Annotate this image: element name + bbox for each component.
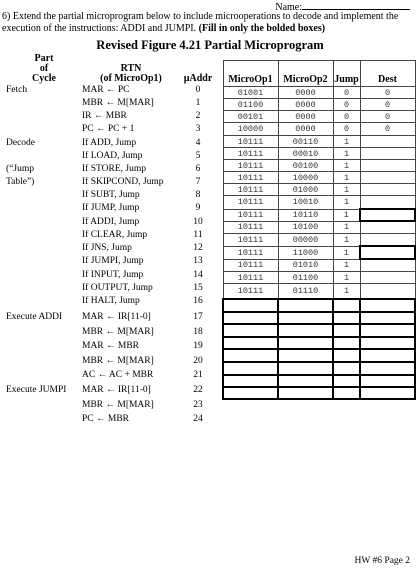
jump-cell[interactable] [333, 312, 360, 324]
microop1-cell: 10111 [223, 136, 278, 148]
header-part-line1: Part [34, 53, 54, 64]
rtn-cell: If OUTPUT, Jump [82, 283, 153, 293]
jump-cell: 0 [333, 99, 360, 111]
dest-cell[interactable] [360, 349, 415, 362]
microop1-cell[interactable] [223, 349, 278, 362]
dest-cell[interactable] [360, 375, 415, 387]
jump-cell: 1 [333, 172, 360, 184]
question-number: 6) [2, 11, 11, 22]
microop2-cell: 00110 [278, 136, 333, 148]
table-row [223, 259, 415, 272]
jump-cell: 1 [333, 209, 360, 221]
table-row [223, 172, 415, 184]
page-footer: HW #6 Page 2 [354, 556, 410, 566]
microop1-cell: 01100 [223, 99, 278, 111]
microop2-cell: 0000 [278, 111, 333, 123]
table-row [223, 299, 415, 312]
jump-cell: 1 [333, 284, 360, 300]
rtn-cell: If ADD, Jump [82, 138, 137, 148]
microop1-cell: 10111 [223, 259, 278, 272]
table-row [223, 337, 415, 349]
dest-cell: 0 [360, 87, 415, 99]
name-blank[interactable] [302, 0, 410, 10]
microop1-cell: 10000 [223, 123, 278, 136]
cycle-label: Table”) [6, 177, 35, 187]
dest-cell[interactable] [360, 299, 415, 312]
uaddr-cell: 11 [193, 230, 203, 240]
header-microop2: MicroOp2 [278, 61, 333, 87]
dest-cell[interactable] [360, 209, 415, 221]
jump-cell[interactable] [333, 387, 360, 399]
dest-cell [360, 160, 415, 172]
jump-cell: 0 [333, 111, 360, 123]
uaddr-cell: 22 [193, 385, 203, 395]
dest-cell [360, 136, 415, 148]
dest-cell: 0 [360, 111, 415, 123]
table-row [223, 362, 415, 375]
uaddr-cell: 16 [193, 296, 203, 306]
microop2-cell: 00100 [278, 160, 333, 172]
microop2-cell[interactable] [278, 337, 333, 349]
dest-cell [360, 184, 415, 196]
rtn-cell: If JUMPI, Jump [82, 256, 144, 266]
jump-cell: 1 [333, 246, 360, 259]
microop1-cell: 10111 [223, 272, 278, 284]
rtn-cell: If CLEAR, Jump [82, 230, 148, 240]
dest-cell[interactable] [360, 337, 415, 349]
microop2-cell[interactable] [278, 312, 333, 324]
uaddr-cell: 1 [195, 98, 201, 108]
microop2-cell: 10010 [278, 196, 333, 210]
table-row [223, 234, 415, 247]
dest-cell[interactable] [360, 362, 415, 375]
header-uaddr: µAddr [183, 73, 213, 84]
jump-cell: 1 [333, 272, 360, 284]
dest-cell [360, 284, 415, 300]
uaddr-cell: 24 [193, 414, 203, 424]
rtn-cell: If HALT, Jump [82, 296, 140, 306]
uaddr-cell: 10 [193, 217, 203, 227]
table-row [223, 123, 415, 136]
cycle-label: (“Jump [6, 164, 34, 174]
jump-cell: 1 [333, 259, 360, 272]
question-text [2, 11, 414, 35]
microop1-cell: 10111 [223, 148, 278, 160]
table-row [223, 387, 415, 399]
rtn-cell: MAR ← PC [82, 85, 130, 95]
microop1-cell[interactable] [223, 312, 278, 324]
uaddr-cell: 0 [195, 85, 201, 95]
header-part-of-cycle [14, 54, 74, 84]
table-row [223, 349, 415, 362]
microop1-cell: 10111 [223, 221, 278, 234]
rtn-cell: MBR ← M[MAR] [82, 356, 154, 366]
rtn-cell: If SKIPCOND, Jump [82, 177, 164, 187]
jump-cell: 1 [333, 196, 360, 210]
rtn-cell: AC ← AC + MBR [82, 370, 154, 380]
microop2-cell: 10100 [278, 221, 333, 234]
jump-cell[interactable] [333, 324, 360, 337]
rtn-cell: MAR ← IR[11-0] [82, 385, 151, 395]
table-row [223, 87, 415, 99]
uaddr-cell: 15 [193, 283, 203, 293]
jump-cell[interactable] [333, 362, 360, 375]
microop1-cell[interactable] [223, 375, 278, 387]
table-row [223, 375, 415, 387]
microop2-cell: 01000 [278, 184, 333, 196]
table-row [223, 284, 415, 300]
dest-cell: 0 [360, 123, 415, 136]
microop2-cell[interactable] [278, 299, 333, 312]
uaddr-cell: 18 [193, 327, 203, 337]
microop1-cell: 10111 [223, 234, 278, 247]
name-label: Name: [275, 2, 302, 13]
microop1-cell: 10111 [223, 172, 278, 184]
uaddr-cell: 7 [195, 177, 201, 187]
rtn-cell: If JUMP, Jump [82, 203, 140, 213]
microop1-cell[interactable] [223, 324, 278, 337]
header-microop1: MicroOp1 [223, 61, 278, 87]
microop1-cell: 10111 [223, 196, 278, 210]
uaddr-cell: 12 [193, 243, 203, 253]
cycle-label: Fetch [6, 85, 28, 95]
rtn-cell: IR ← MBR [82, 111, 127, 121]
rtn-cell: If ADDI, Jump [82, 217, 140, 227]
jump-cell: 1 [333, 136, 360, 148]
microop1-cell[interactable] [223, 387, 278, 399]
rtn-cell: PC ← PC + 1 [82, 124, 135, 134]
question-body: Extend the partial microprogram below to include microoperations to decode and implement the execution of the instructions: ADDI and JUMPI. [2, 11, 399, 34]
table-row [223, 148, 415, 160]
header-rtn-line1: RTN [120, 63, 142, 74]
microop1-cell[interactable] [223, 337, 278, 349]
microop1-cell: 10111 [223, 209, 278, 221]
microop1-cell: 01001 [223, 87, 278, 99]
jump-cell[interactable] [333, 337, 360, 349]
rtn-cell: PC ← MBR [82, 414, 129, 424]
table-row [223, 246, 415, 259]
dest-cell[interactable] [360, 324, 415, 337]
microop2-cell: 01010 [278, 259, 333, 272]
uaddr-cell: 13 [193, 256, 203, 266]
jump-cell: 0 [333, 123, 360, 136]
microop2-cell: 00000 [278, 234, 333, 247]
table-row [223, 221, 415, 234]
cycle-label: Execute ADDI [6, 312, 63, 322]
table-row [223, 99, 415, 111]
microop1-cell: 00101 [223, 111, 278, 123]
microop1-cell: 10111 [223, 246, 278, 259]
uaddr-cell: 9 [195, 203, 201, 213]
rtn-cell: If SUBT, Jump [82, 190, 140, 200]
table-row [223, 312, 415, 324]
dest-cell [360, 234, 415, 247]
jump-cell: 1 [333, 184, 360, 196]
jump-cell: 1 [333, 221, 360, 234]
microop1-cell: 10111 [223, 184, 278, 196]
header-rtn-line2: (of MicroOp1) [100, 73, 162, 84]
rtn-cell: MAR ← IR[11-0] [82, 312, 151, 322]
uaddr-cell: 14 [193, 270, 203, 280]
dest-cell[interactable] [360, 246, 415, 259]
header-jump: Jump [333, 61, 360, 87]
dest-cell [360, 221, 415, 234]
table-row [223, 160, 415, 172]
uaddr-cell: 19 [193, 341, 203, 351]
rtn-cell: If INPUT, Jump [82, 270, 144, 280]
dest-cell[interactable] [360, 312, 415, 324]
microop1-cell: 10111 [223, 160, 278, 172]
microop2-cell: 0000 [278, 99, 333, 111]
microop2-cell[interactable] [278, 362, 333, 375]
cycle-label: Decode [6, 138, 36, 148]
microop2-cell[interactable] [278, 387, 333, 399]
microop1-cell: 10111 [223, 284, 278, 300]
dest-cell [360, 148, 415, 160]
uaddr-cell: 20 [193, 356, 203, 366]
dest-cell [360, 272, 415, 284]
dest-cell[interactable] [360, 387, 415, 399]
microprogram-grid [222, 60, 416, 400]
table-row [223, 209, 415, 221]
microop2-cell: 10110 [278, 209, 333, 221]
microop2-cell: 11000 [278, 246, 333, 259]
microop2-cell: 0000 [278, 87, 333, 99]
jump-cell: 1 [333, 148, 360, 160]
microop2-cell[interactable] [278, 375, 333, 387]
question-bold-note: (Fill in only the bolded boxes) [198, 23, 326, 34]
uaddr-cell: 4 [195, 138, 201, 148]
uaddr-cell: 21 [193, 370, 203, 380]
table-row [223, 136, 415, 148]
table-row [223, 111, 415, 123]
table-row [223, 324, 415, 337]
jump-cell[interactable] [333, 349, 360, 362]
header-rtn [86, 64, 176, 84]
rtn-cell: If STORE, Jump [82, 164, 146, 174]
jump-cell: 0 [333, 87, 360, 99]
uaddr-cell: 17 [193, 312, 203, 322]
rtn-cell: If JNS, Jump [82, 243, 132, 253]
microop2-cell: 01110 [278, 284, 333, 300]
dest-cell: 0 [360, 99, 415, 111]
microop2-cell: 0000 [278, 123, 333, 136]
uaddr-cell: 6 [195, 164, 201, 174]
header-part-line2: of [39, 63, 49, 74]
cycle-label: Execute JUMPI [6, 385, 67, 395]
rtn-cell: MBR ← M[MAR] [82, 327, 154, 337]
rtn-cell: If LOAD, Jump [82, 151, 143, 161]
dest-cell [360, 196, 415, 210]
rtn-cell: MAR ← MBR [82, 341, 140, 351]
microop2-cell: 00010 [278, 148, 333, 160]
table-row [223, 196, 415, 210]
microop2-cell: 01100 [278, 272, 333, 284]
dest-cell [360, 172, 415, 184]
jump-cell[interactable] [333, 299, 360, 312]
uaddr-cell: 5 [195, 151, 201, 161]
uaddr-cell: 8 [195, 190, 201, 200]
header-dest: Dest [360, 61, 415, 87]
figure-title: Revised Figure 4.21 Partial Microprogram [96, 38, 324, 52]
microop1-cell[interactable] [223, 362, 278, 375]
jump-cell: 1 [333, 160, 360, 172]
microop2-cell[interactable] [278, 324, 333, 337]
microop1-cell[interactable] [223, 299, 278, 312]
jump-cell[interactable] [333, 375, 360, 387]
rtn-cell: MBR ← M[MAR] [82, 400, 154, 410]
rtn-cell: MBR ← M[MAR] [82, 98, 154, 108]
microop2-cell: 10000 [278, 172, 333, 184]
uaddr-cell: 3 [195, 124, 201, 134]
microop2-cell[interactable] [278, 349, 333, 362]
uaddr-cell: 2 [195, 111, 201, 121]
header-part-line3: Cycle [32, 73, 56, 84]
jump-cell: 1 [333, 234, 360, 247]
dest-cell [360, 259, 415, 272]
uaddr-cell: 23 [193, 400, 203, 410]
table-row [223, 272, 415, 284]
table-row [223, 184, 415, 196]
